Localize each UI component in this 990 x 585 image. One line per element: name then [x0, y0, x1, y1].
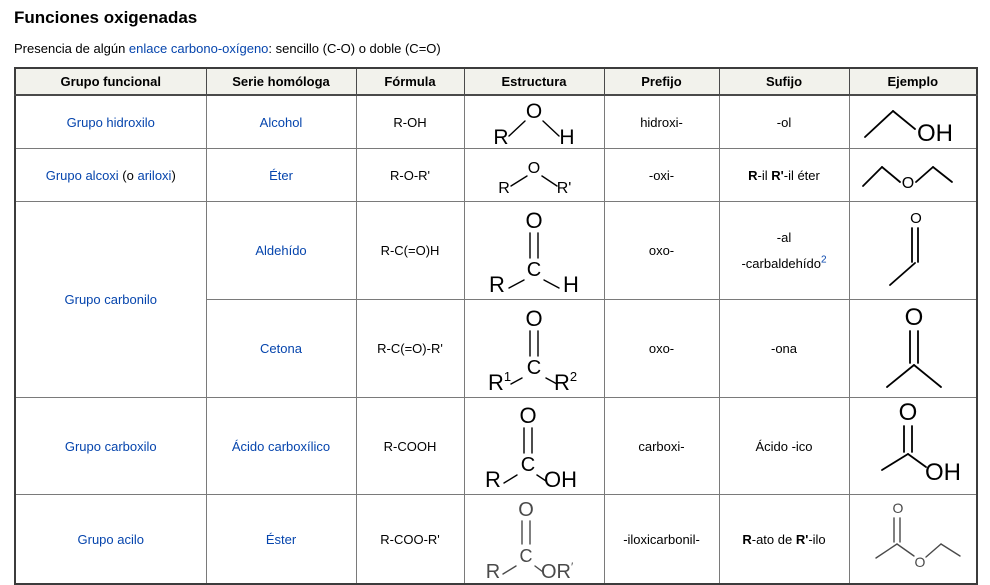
ester-or-label: OR′ — [541, 560, 574, 581]
ether-r2-label: R' — [556, 180, 572, 197]
sufijo-carbaldehido-text: -carbaldehído — [741, 255, 821, 271]
table-row-aldehido — [15, 202, 977, 300]
intro-paragraph — [14, 41, 990, 56]
ketone-o-label: O — [525, 305, 543, 331]
page-title: Funciones oxigenadas — [14, 8, 198, 27]
table-row-carboxilo — [15, 398, 977, 495]
ketone-structure-image[interactable] — [484, 306, 584, 392]
col-header-sufijo: Sufijo — [719, 68, 849, 95]
table-row-acilo — [15, 495, 977, 585]
prefijo-iloxicarbonil: -iloxicarbonil- — [604, 495, 719, 585]
col-header-formula: Fórmula — [356, 68, 464, 95]
alcohol-r-label: R — [493, 126, 509, 146]
aldehyde-r-label: R — [489, 271, 505, 294]
grupo-acilo-link[interactable]: Grupo acilo — [77, 531, 144, 547]
acetaldehyde-example-image[interactable] — [857, 205, 969, 297]
functional-groups-table — [14, 67, 978, 585]
sufijo-eter — [719, 149, 849, 202]
sufijo-eter-il-eter: -il éter — [783, 167, 820, 183]
aldehyde-o-label: O — [525, 207, 543, 233]
grupo-alcoxi-link[interactable]: Grupo alcoxi — [45, 167, 119, 183]
alcohol-o-label: O — [525, 100, 543, 123]
alcoxi-paren-text: (o — [118, 167, 138, 183]
aldehido-link[interactable]: Aldehído — [255, 243, 307, 258]
sufijo-eter-il: -il — [757, 167, 772, 183]
formula-ester: R-COO-R' — [356, 495, 464, 585]
sufijo-aldehido — [719, 202, 849, 300]
ethyl-acetate-o-chain-label: O — [914, 554, 926, 570]
sufijo-eter-r: R — [748, 167, 758, 183]
grupo-hidroxilo-link[interactable]: Grupo hidroxilo — [66, 114, 155, 130]
formula-cetona: R-C(=O)-R' — [356, 300, 464, 398]
prefijo-carboxi: carboxi- — [604, 398, 719, 495]
formula-aldehido: R-C(=O)H — [356, 202, 464, 300]
ketone-r1-label: $R^1$ — [488, 368, 512, 392]
ester-c-label: C — [519, 546, 533, 566]
alcohol-h-label: H — [559, 126, 575, 146]
ester-link[interactable]: Éster — [265, 531, 297, 547]
table-row-alcoxi — [15, 149, 977, 202]
intro-text-post: : sencillo (C-O) o doble (C=O) — [268, 41, 441, 56]
alcohol-link[interactable]: Alcohol — [259, 114, 303, 130]
diethyl-ether-example-image[interactable] — [857, 154, 969, 196]
sufijo-acido-ico: Ácido -ico — [719, 398, 849, 495]
acido-carboxilico-link[interactable]: Ácido carboxílico — [231, 438, 331, 454]
acetone-example-image[interactable] — [857, 303, 969, 395]
col-header-serie-homologa: Serie homóloga — [206, 68, 356, 95]
prefijo-oxo-aldehido: oxo- — [604, 202, 719, 300]
sufijo-al-text: -al — [776, 229, 792, 245]
ester-o-label: O — [518, 499, 534, 521]
ethanol-example-image[interactable] — [857, 99, 969, 145]
carbaldehido-ref-link[interactable]: 2 — [820, 254, 827, 266]
ketone-c-label: C — [526, 356, 542, 379]
ethanol-oh-label: OH — [916, 120, 953, 145]
ether-r-label: R — [498, 180, 510, 197]
prefijo-oxi: -oxi- — [604, 149, 719, 202]
alcohol-structure-image[interactable] — [490, 98, 578, 146]
aldehyde-h-label: H — [563, 271, 579, 294]
carboxylic-acid-structure-image[interactable] — [482, 403, 586, 489]
carboxylic-o-label: O — [519, 403, 537, 428]
sufijo-ester-ilo: -ilo — [808, 531, 826, 547]
sufijo-ester-r2: R' — [795, 531, 809, 547]
sufijo-ester-ato: -ato de — [751, 531, 796, 547]
ether-structure-image[interactable] — [490, 151, 578, 199]
formula-acido: R-COOH — [356, 398, 464, 495]
ester-structure-image[interactable] — [482, 497, 586, 581]
ethyl-acetate-example-image[interactable] — [857, 497, 969, 581]
aldehyde-structure-image[interactable] — [484, 208, 584, 294]
carbon-oxygen-bond-link[interactable]: enlace carbono-oxígeno — [128, 41, 269, 56]
grupo-carboxilo-link[interactable]: Grupo carboxilo — [64, 438, 157, 454]
sufijo-eter-r2: R' — [771, 167, 784, 183]
aldehyde-c-label: C — [526, 258, 542, 281]
ethyl-acetate-o-top-label: O — [892, 500, 904, 516]
col-header-estructura: Estructura — [464, 68, 604, 95]
sufijo-ona: -ona — [719, 300, 849, 398]
formula-eter: R-O-R' — [356, 149, 464, 202]
ariloxi-link[interactable]: ariloxi — [137, 167, 172, 183]
carboxylic-c-label: C — [520, 454, 536, 476]
col-header-grupo-funcional: Grupo funcional — [15, 68, 206, 95]
col-header-ejemplo: Ejemplo — [849, 68, 977, 95]
acetic-o-label: O — [898, 400, 918, 426]
col-header-prefijo: Prefijo — [604, 68, 719, 95]
formula-alcohol: R-OH — [356, 95, 464, 149]
acetic-acid-example-image[interactable] — [857, 400, 969, 492]
intro-text-pre: Presencia de algún — [14, 41, 129, 56]
carboxylic-oh-label: OH — [544, 467, 577, 489]
sufijo-ol: -ol — [719, 95, 849, 149]
ketone-r2-label: $R^2$ — [554, 368, 578, 392]
diethyl-ether-o-label: O — [901, 175, 914, 192]
carboxylic-r-label: R — [485, 467, 501, 489]
sufijo-ester-r: R — [742, 531, 752, 547]
acetic-oh-label: OH — [924, 459, 961, 486]
sufijo-ester — [719, 495, 849, 585]
acetaldehyde-o-label: O — [909, 209, 922, 227]
alcoxi-paren-close: ) — [171, 167, 176, 183]
acetone-o-label: O — [904, 303, 924, 331]
prefijo-hidroxi: hidroxi- — [604, 95, 719, 149]
table-row-hidroxilo — [15, 95, 977, 149]
header-row — [15, 68, 977, 95]
cetona-link[interactable]: Cetona — [260, 341, 302, 356]
prefijo-oxo-cetona: oxo- — [604, 300, 719, 398]
ester-r-label: R — [485, 561, 501, 581]
ether-o-label: O — [527, 160, 541, 177]
eter-link[interactable]: Éter — [269, 167, 293, 183]
grupo-carbonilo-link[interactable]: Grupo carbonilo — [64, 292, 157, 307]
